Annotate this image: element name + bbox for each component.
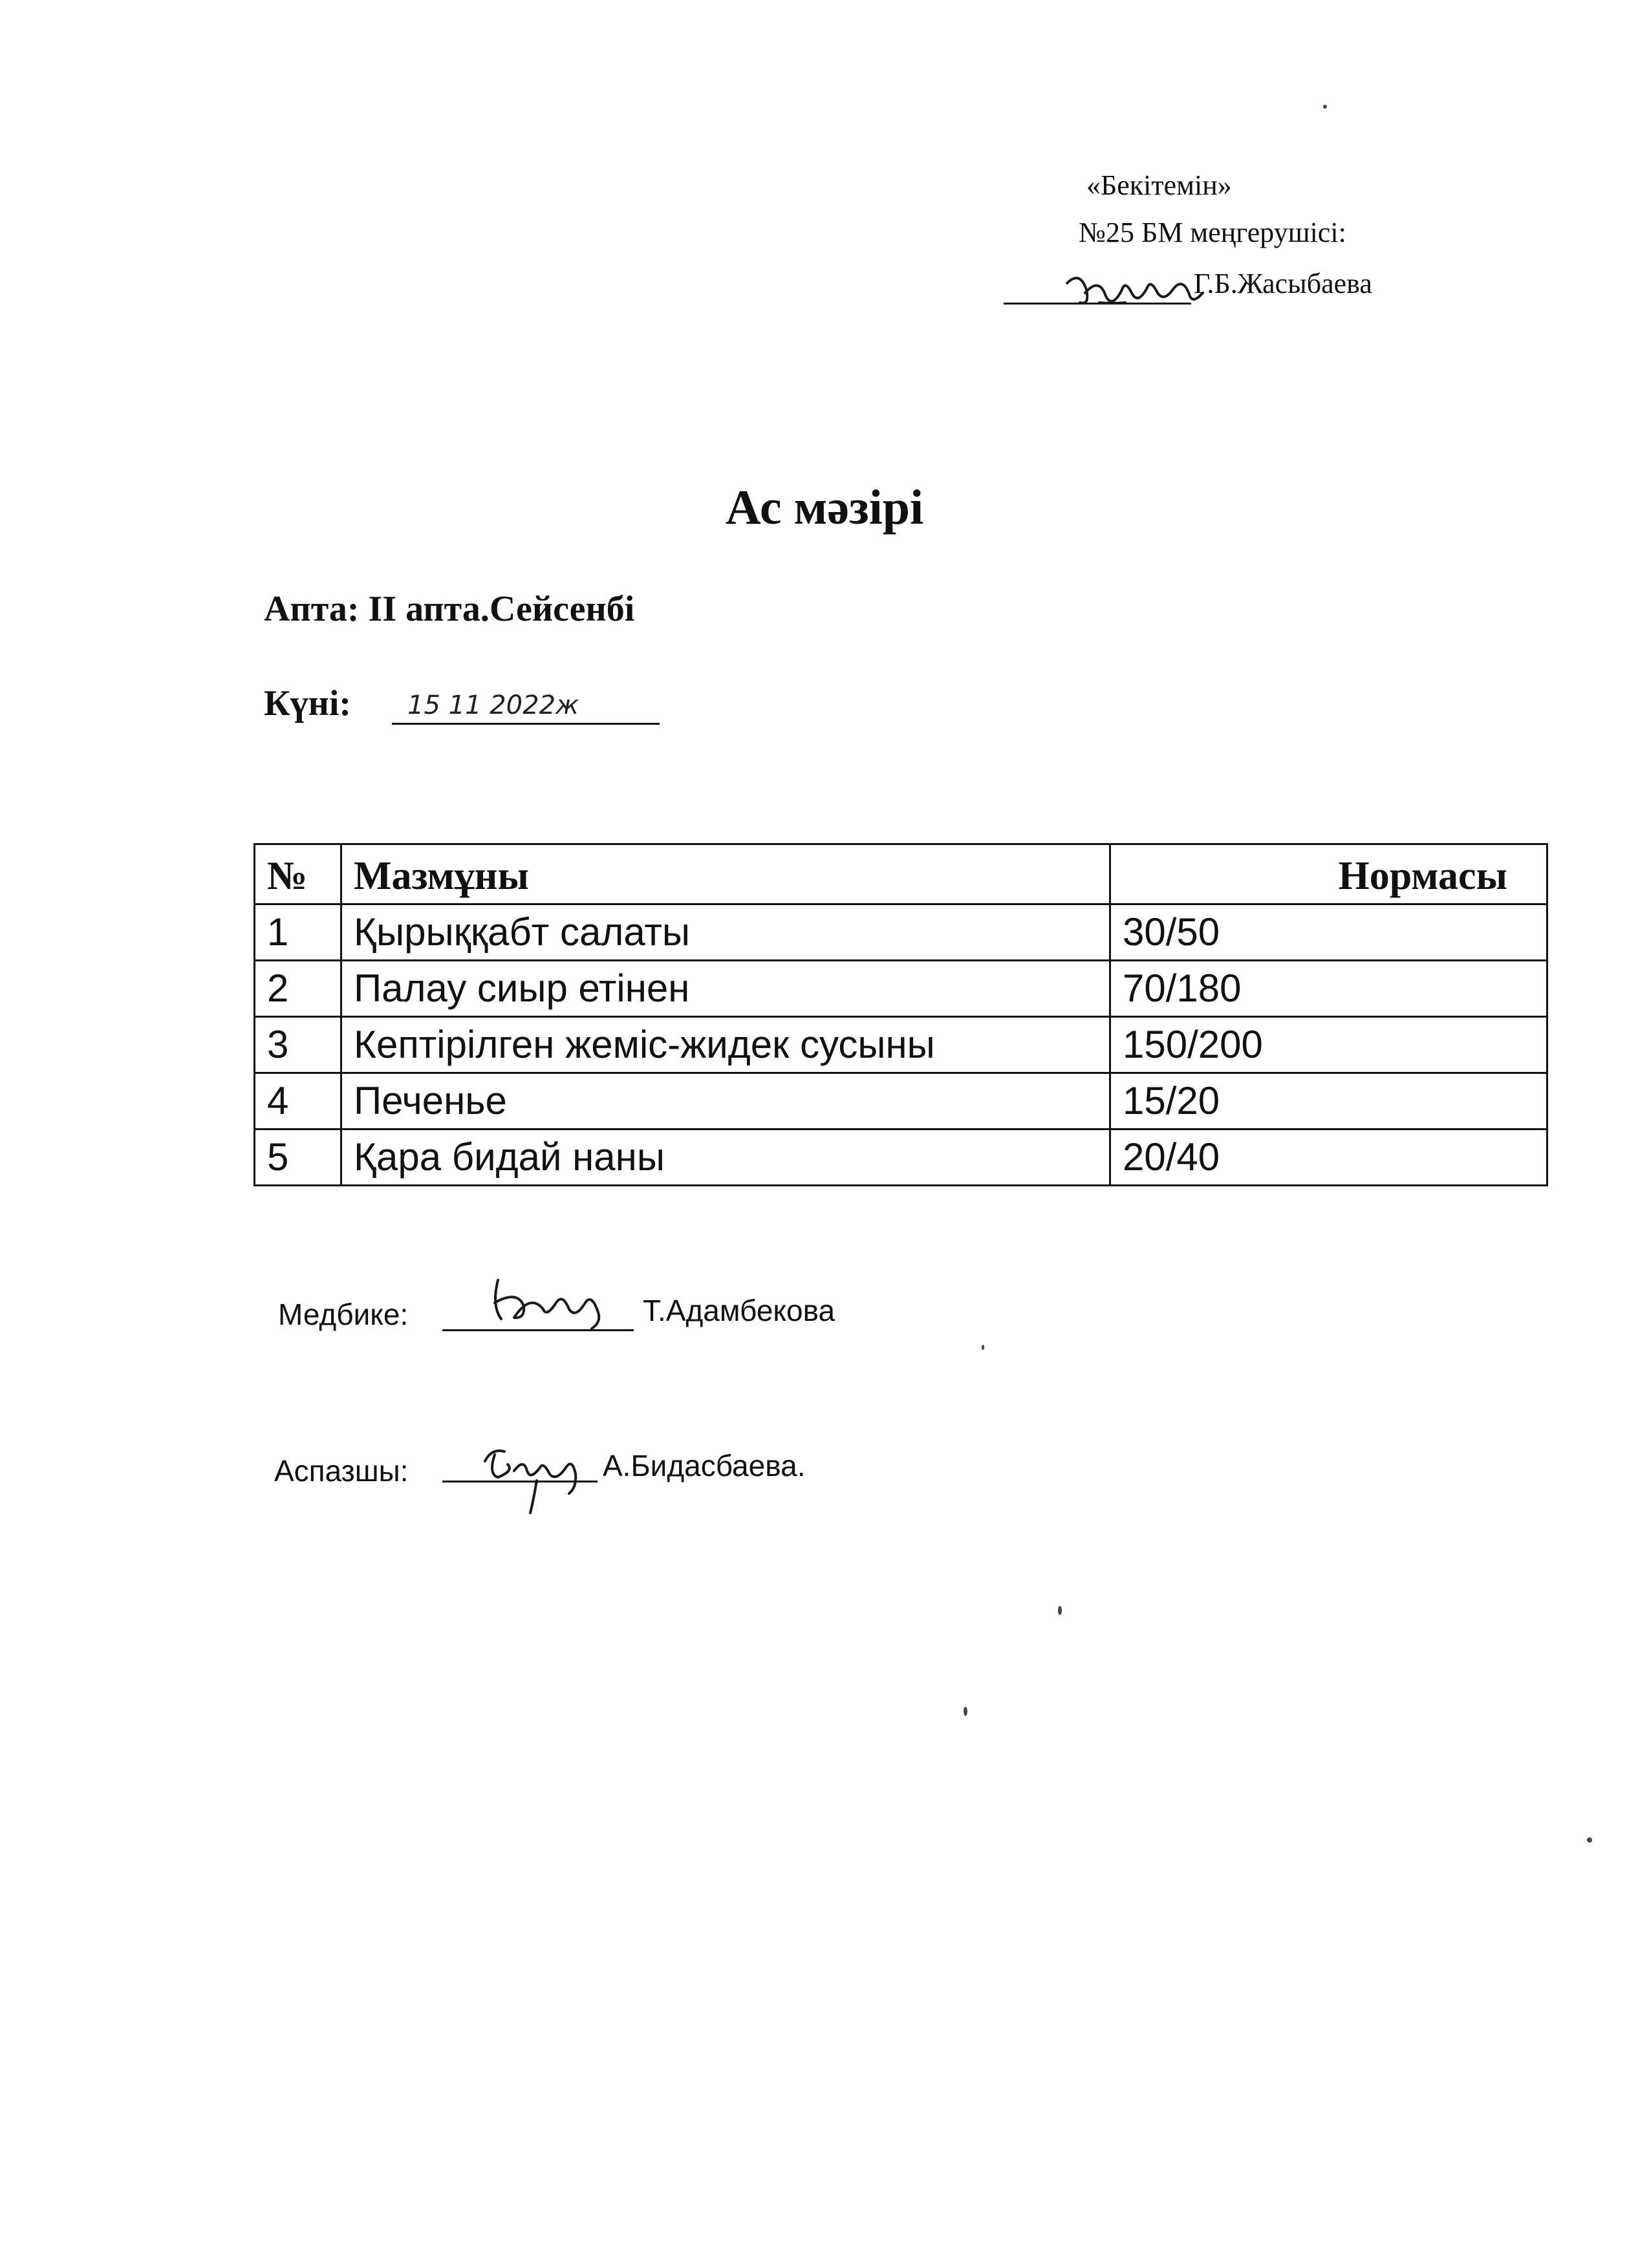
cook-underline <box>442 1481 598 1482</box>
row-content: Қара бидай наны <box>341 1129 1110 1186</box>
row-content: Қырыққабт салаты <box>341 904 1110 961</box>
table-row <box>255 961 1547 1017</box>
row-content: Печенье <box>341 1073 1110 1129</box>
table-row <box>255 1129 1547 1186</box>
director-signature <box>1061 257 1216 328</box>
page-title: Ас мәзірі <box>725 480 924 535</box>
header-number: № <box>255 844 341 904</box>
header-content: Мазмұны <box>341 844 1110 904</box>
row-number: 3 <box>255 1017 341 1073</box>
header-norm: Нормасы <box>1110 844 1547 904</box>
cook-label: Аспазшы: <box>274 1454 409 1488</box>
director-name: Г.Б.Жасыбаева <box>1194 268 1372 299</box>
scan-speck <box>1587 1837 1592 1843</box>
scan-speck <box>964 1707 967 1716</box>
nurse-signature <box>479 1267 627 1338</box>
row-norm: 70/180 <box>1110 961 1547 1017</box>
row-norm: 15/20 <box>1110 1073 1547 1129</box>
table-header-row <box>255 844 1547 904</box>
date-label: Күні: <box>264 683 352 723</box>
scan-speck <box>1058 1606 1062 1615</box>
table-row <box>255 1073 1547 1129</box>
row-number: 2 <box>255 961 341 1017</box>
row-number: 5 <box>255 1129 341 1186</box>
table-row <box>255 1017 1547 1073</box>
date-underline <box>392 723 660 725</box>
row-number: 1 <box>255 904 341 961</box>
table-row <box>255 904 1547 961</box>
cook-signature <box>479 1435 608 1519</box>
cook-name: А.Бидасбаева. <box>603 1449 806 1482</box>
row-number: 4 <box>255 1073 341 1129</box>
row-norm: 20/40 <box>1110 1129 1547 1186</box>
date-handwritten: 15 11 2022ж <box>407 690 579 720</box>
approval-position: №25 БМ меңгерушісі: <box>1079 217 1346 248</box>
row-content: Палау сиыр етінен <box>341 961 1110 1017</box>
nurse-name: Т.Адамбекова <box>643 1294 835 1327</box>
approval-heading: «Бекітемін» <box>1086 169 1232 201</box>
scan-speck <box>982 1345 984 1350</box>
row-norm: 30/50 <box>1110 904 1547 961</box>
row-norm: 150/200 <box>1110 1017 1547 1073</box>
row-content: Кептірілген жеміс-жидек сусыны <box>341 1017 1110 1073</box>
menu-table <box>253 843 1548 1186</box>
week-line: Апта: II апта.Сейсенбі <box>264 589 635 629</box>
nurse-label: Медбике: <box>278 1298 409 1331</box>
scan-speck <box>1323 105 1327 109</box>
